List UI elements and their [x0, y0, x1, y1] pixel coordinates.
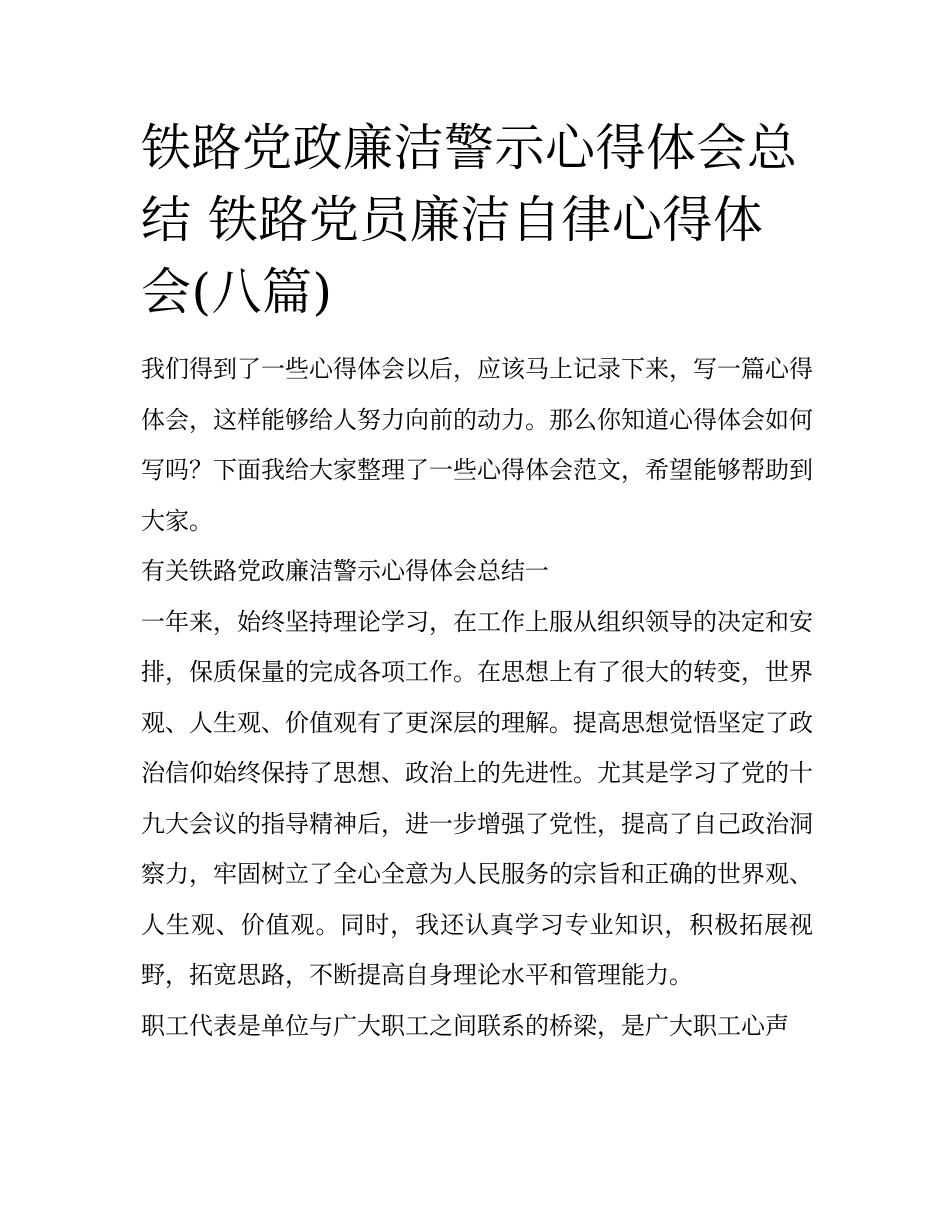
- body-paragraph: 一年来，始终坚持理论学习，在工作上服从组织领导的决定和安排，保质保量的完成各项工作。在思想上有了很大的转变，世界观、人生观、价值观有了更深层的理解。提高思想觉悟坚定了政治信仰始终保持了思想、政治上的先进性。尤其是学习了党的十九大会议的指导精神后，进一步增强了党性，提高了自己政治洞察力，牢固树立了全心全意为人民服务的宗旨和正确的世界观、人生观、价值观。同时，我还认真学习专业知识，积极拓展视野，拓宽思路，不断提高自身理论水平和管理能力。: [141, 607, 813, 989]
- document-page: [141, 112, 813, 1051]
- body-paragraph-continued: 职工代表是单位与广大职工之间联系的桥梁，是广大职工心声: [141, 1011, 789, 1040]
- section-heading: 有关铁路党政廉洁警示心得体会总结一: [141, 557, 549, 585]
- intro-paragraph: 我们得到了一些心得体会以后，应该马上记录下来，写一篇心得体会，这样能够给人努力向前的动力。那么你知道心得体会如何写吗？下面我给大家整理了一些心得体会范文，希望能够帮助到大家。: [141, 355, 813, 535]
- document-title: 铁路党政廉洁警示心得体会总结 铁路党员廉洁自律心得体会(八篇): [141, 119, 798, 321]
